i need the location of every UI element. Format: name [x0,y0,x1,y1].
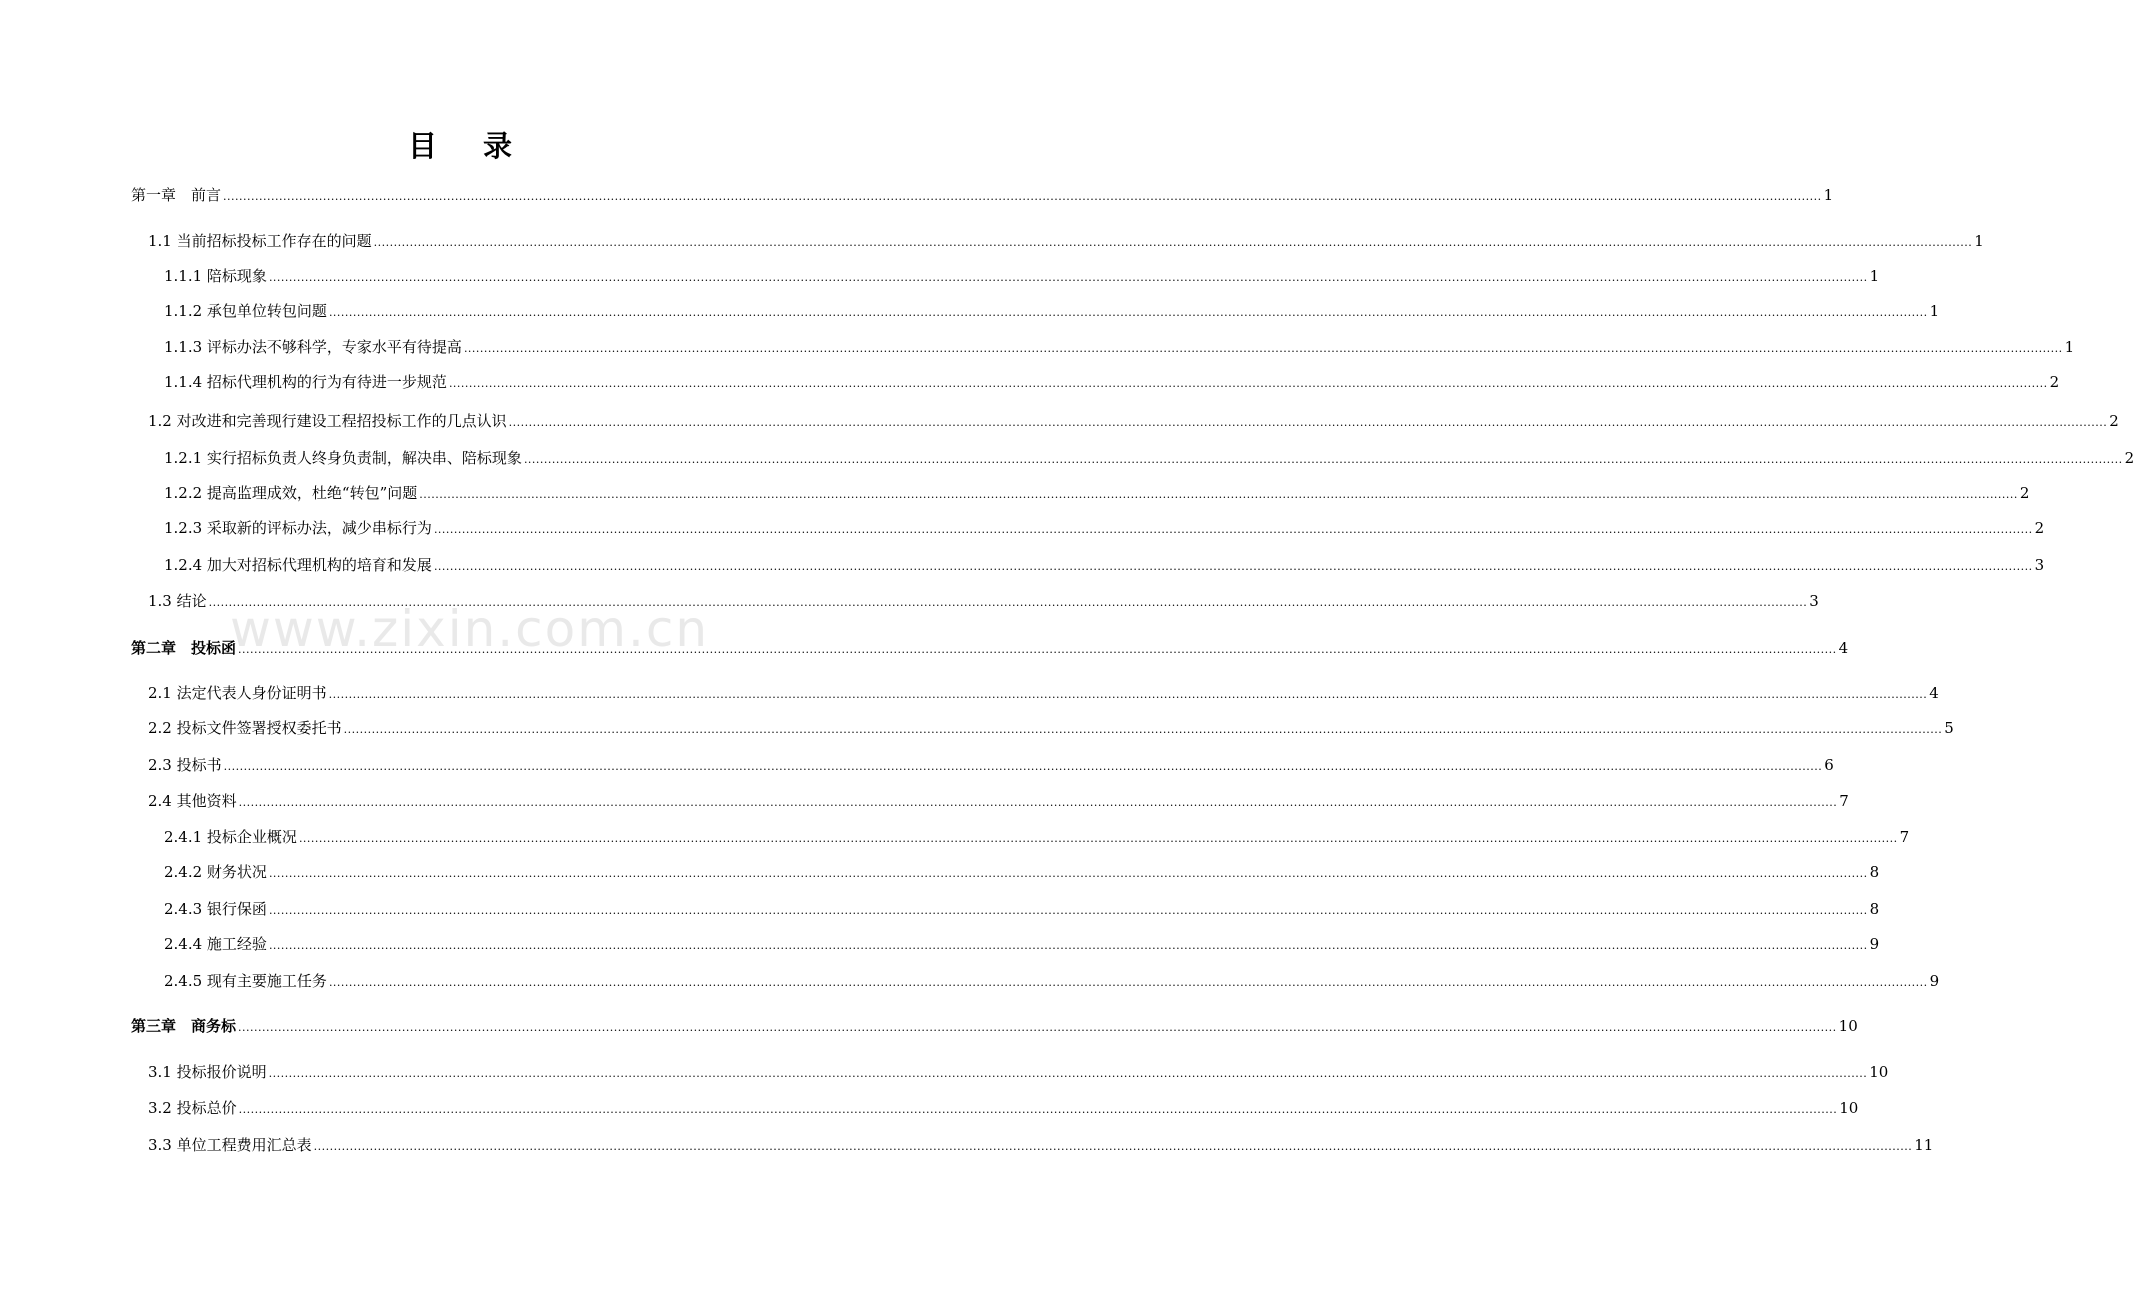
toc-entry-label: 2.4.5 现有主要施工任务 [164,972,327,990]
toc-leader-dots: ................................................................................................................................................................................................................................................................................................................................................................................................................ [238,1021,1837,1034]
toc-page-number: 8 [1869,900,1880,918]
toc-entry-label: 1.2.2 提高监理成效，杜绝“转包”问题 [164,484,418,502]
toc-leader-dots: ................................................................................................................................................................................................................................................................................................................................................................................................................ [508,416,2108,429]
toc-entry-label: 1.1 当前招标投标工作存在的问题 [148,232,372,250]
toc-entry-label: 2.4.4 施工经验 [164,935,267,953]
toc-page-number: 4 [1838,639,1849,657]
toc-entry[interactable] [148,718,1954,740]
toc-leader-dots: ................................................................................................................................................................................................................................................................................................................................................................................................................ [238,643,1837,656]
toc-entry-label: 1.3 结论 [148,592,207,610]
toc-page-number: 5 [1944,719,1954,737]
toc-leader-dots: ................................................................................................................................................................................................................................................................................................................................................................................................................ [223,760,1823,773]
toc-entry[interactable] [131,1016,1858,1038]
toc-leader-dots: ................................................................................................................................................................................................................................................................................................................................................................................................................ [343,723,1943,736]
toc-leader-dots: ................................................................................................................................................................................................................................................................................................................................................................................................................ [328,976,1928,989]
toc-entry-label: 第二章 投标函 [131,639,237,657]
toc-entry[interactable] [148,683,1939,705]
toc-page-number: 2 [2109,412,2119,430]
toc-page-number: 8 [1869,863,1880,881]
watermark: www.zixin.com.cn [230,600,710,658]
toc-leader-dots: ................................................................................................................................................................................................................................................................................................................................................................................................................ [313,1140,1913,1153]
toc-leader-dots: ................................................................................................................................................................................................................................................................................................................................................................................................................ [448,377,2048,390]
toc-leader-dots: ................................................................................................................................................................................................................................................................................................................................................................................................................ [328,688,1928,701]
toc-entry-label: 1.1.1 陪标现象 [164,267,267,285]
toc-entry-label: 1.1.2 承包单位转包问题 [164,302,327,320]
toc-leader-dots: ................................................................................................................................................................................................................................................................................................................................................................................................................ [373,236,1973,249]
toc-entry[interactable] [148,1098,1859,1120]
toc-page-number: 9 [1869,935,1880,953]
toc-page-number: 7 [1839,792,1849,810]
toc-leader-dots: ................................................................................................................................................................................................................................................................................................................................................................................................................ [523,453,2123,466]
toc-entry[interactable] [148,1062,1889,1084]
toc-leader-dots: ................................................................................................................................................................................................................................................................................................................................................................................................................ [223,190,1822,203]
toc-entry-label: 3.2 投标总价 [148,1099,237,1117]
toc-entry-label: 第一章 前言 [131,186,222,204]
toc-page-number: 10 [1839,1099,1859,1117]
toc-page-number: 6 [1824,756,1834,774]
toc-entry[interactable] [148,791,1849,813]
toc-entry-label: 1.1.3 评标办法不够科学，专家水平有待提高 [164,338,462,356]
toc-leader-dots: ................................................................................................................................................................................................................................................................................................................................................................................................................ [238,796,1838,809]
toc-entry-label: 2.4.1 投标企业概况 [164,828,297,846]
toc-page-number: 2 [2019,484,2030,502]
toc-entry-label: 第三章 商务标 [131,1017,237,1035]
toc-entry-label: 3.1 投标报价说明 [148,1063,267,1081]
toc-entry-label: 1.2.3 采取新的评标办法，减少串标行为 [164,519,432,537]
toc-leader-dots: ................................................................................................................................................................................................................................................................................................................................................................................................................ [433,523,2033,536]
toc-page-number: 1 [2064,338,2075,356]
toc-entry[interactable] [164,971,1940,993]
page-title: 目 录 [407,129,531,163]
toc-entry-label: 1.2.1 实行招标负责人终身负责制，解决串、陪标现象 [164,449,522,467]
toc-entry[interactable] [131,638,1849,660]
toc-entry[interactable] [148,231,1984,253]
toc-entry[interactable] [164,483,2030,505]
toc-page-number: 1 [1823,186,1834,204]
toc-entry[interactable] [164,555,2045,577]
toc-entry[interactable] [148,591,1819,613]
toc-entry-label: 2.4 其他资料 [148,792,237,810]
toc-page-number: 11 [1914,1136,1934,1154]
toc-entry[interactable] [164,862,1880,884]
toc-entry[interactable] [164,266,1880,288]
toc-entry[interactable] [164,372,2060,394]
toc-entry[interactable] [164,301,1940,323]
toc-entry[interactable] [148,411,2119,433]
toc-leader-dots: ................................................................................................................................................................................................................................................................................................................................................................................................................ [298,832,1898,845]
toc-entry[interactable] [164,337,2075,359]
toc-page-number: 10 [1869,1063,1889,1081]
toc-page-number: 7 [1899,828,1910,846]
toc-page-number: 2 [2034,519,2045,537]
toc-page-number: 3 [2034,556,2045,574]
toc-leader-dots: ................................................................................................................................................................................................................................................................................................................................................................................................................ [328,306,1928,319]
toc-entry[interactable] [164,934,1880,956]
toc-leader-dots: ................................................................................................................................................................................................................................................................................................................................................................................................................ [238,1103,1838,1116]
toc-page-number: 9 [1929,972,1940,990]
toc-leader-dots: ................................................................................................................................................................................................................................................................................................................................................................................................................ [268,271,1868,284]
toc-entry-label: 1.2.4 加大对招标代理机构的培育和发展 [164,556,432,574]
toc-entry[interactable] [164,448,2134,470]
toc-entry[interactable] [164,899,1880,921]
toc-entry-label: 1.2 对改进和完善现行建设工程招投标工作的几点认识 [148,412,507,430]
toc-page-number: 1 [1869,267,1880,285]
toc-page-number: 1 [1929,302,1940,320]
toc-entry[interactable] [148,1135,1934,1157]
toc-page-number: 10 [1838,1017,1858,1035]
toc-leader-dots: ................................................................................................................................................................................................................................................................................................................................................................................................................ [268,904,1868,917]
toc-entry[interactable] [131,185,1834,207]
toc-entry[interactable] [164,518,2045,540]
toc-entry-label: 2.1 法定代表人身份证明书 [148,684,327,702]
toc-page-number: 4 [1929,684,1939,702]
toc-leader-dots: ................................................................................................................................................................................................................................................................................................................................................................................................................ [268,1067,1868,1080]
toc-page-number: 2 [2049,373,2060,391]
toc-entry[interactable] [164,827,1910,849]
toc-page-number: 2 [2124,449,2134,467]
toc-entry-label: 2.2 投标文件签署授权委托书 [148,719,342,737]
toc-leader-dots: ................................................................................................................................................................................................................................................................................................................................................................................................................ [268,939,1868,952]
toc-leader-dots: ................................................................................................................................................................................................................................................................................................................................................................................................................ [208,596,1808,609]
toc-leader-dots: ................................................................................................................................................................................................................................................................................................................................................................................................................ [268,867,1868,880]
toc-entry-label: 1.1.4 招标代理机构的行为有待进一步规范 [164,373,447,391]
toc-leader-dots: ................................................................................................................................................................................................................................................................................................................................................................................................................ [419,488,2018,501]
toc-entry-label: 2.4.3 银行保函 [164,900,267,918]
toc-entry-label: 2.3 投标书 [148,756,222,774]
toc-page-number: 3 [1809,592,1819,610]
toc-entry[interactable] [148,755,1834,777]
toc-leader-dots: ................................................................................................................................................................................................................................................................................................................................................................................................................ [463,342,2063,355]
toc-entry-label: 3.3 单位工程费用汇总表 [148,1136,312,1154]
toc-entry-label: 2.4.2 财务状况 [164,863,267,881]
toc-page-number: 1 [1974,232,1984,250]
toc-leader-dots: ................................................................................................................................................................................................................................................................................................................................................................................................................ [433,560,2033,573]
